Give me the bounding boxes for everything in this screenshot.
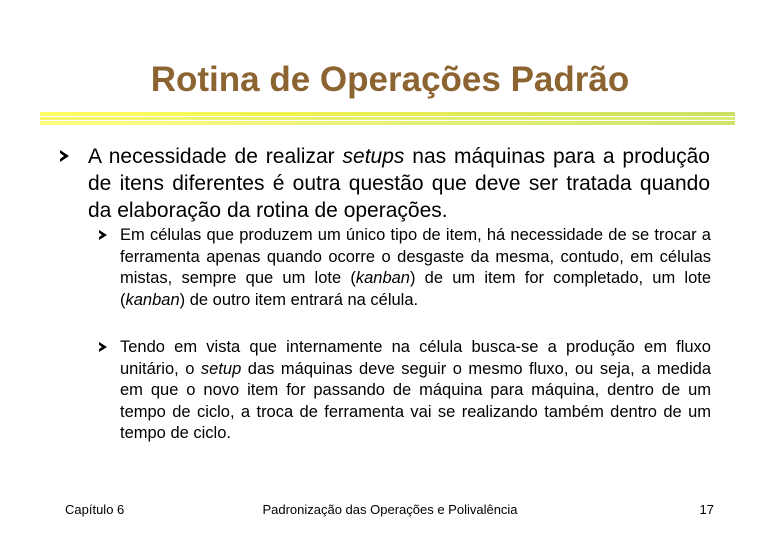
sub-bullet-text-part: ) de um item for completado, um lote ( (120, 269, 712, 309)
sub-bullet-text-part: Em células que produzem um único tipo de item, há necessidade de se trocar a ferramenta apenas quando ocorre o desgaste da mesma, contudo, em células mistas, sempre que um lote ( (120, 226, 711, 287)
main-bullet-text-part: A necessidade de realizar (88, 145, 343, 168)
sub-bullet-emphasis: setup (200, 359, 242, 378)
sub-bullet-emphasis: kanban (125, 290, 180, 309)
arrow-bullet-icon (99, 230, 107, 240)
main-bullet-text (88, 143, 710, 224)
sub-bullet-emphasis: kanban (355, 269, 410, 287)
slide-title: Rotina de Operações Padrão (150, 60, 630, 99)
arrow-bullet-icon (60, 150, 69, 162)
sub-bullet-1-text (120, 225, 711, 311)
sub-bullet-text-part: ) de outro item entrará na célula. (179, 290, 419, 309)
footer-chapter: Capítulo 6 (65, 502, 125, 517)
title-divider (40, 112, 735, 126)
sub-bullet-2-text (120, 337, 711, 445)
footer-page-number: 17 (699, 502, 714, 517)
sub-bullet-text-part: Tendo em vista que internamente na célula busca-se a produção em fluxo unitário, o (120, 338, 711, 378)
sub-bullet-text-part: das máquinas deve seguir o mesmo fluxo, ou seja, a medida em que o novo item for passando de máquina para máquina, dentro de um tempo de ciclo, a troca de ferramenta vai se realizando também dentro de um tempo de ciclo. (120, 359, 711, 442)
main-bullet-text-part: nas máquinas para a produção de itens diferentes é outra questão que deve ser tratada quando da elaboração da rotina de operações. (88, 145, 710, 222)
arrow-bullet-icon (99, 342, 107, 352)
footer-subject: Padronização das Operações e Polivalência (262, 502, 518, 517)
main-bullet-emphasis: setups (342, 145, 405, 168)
